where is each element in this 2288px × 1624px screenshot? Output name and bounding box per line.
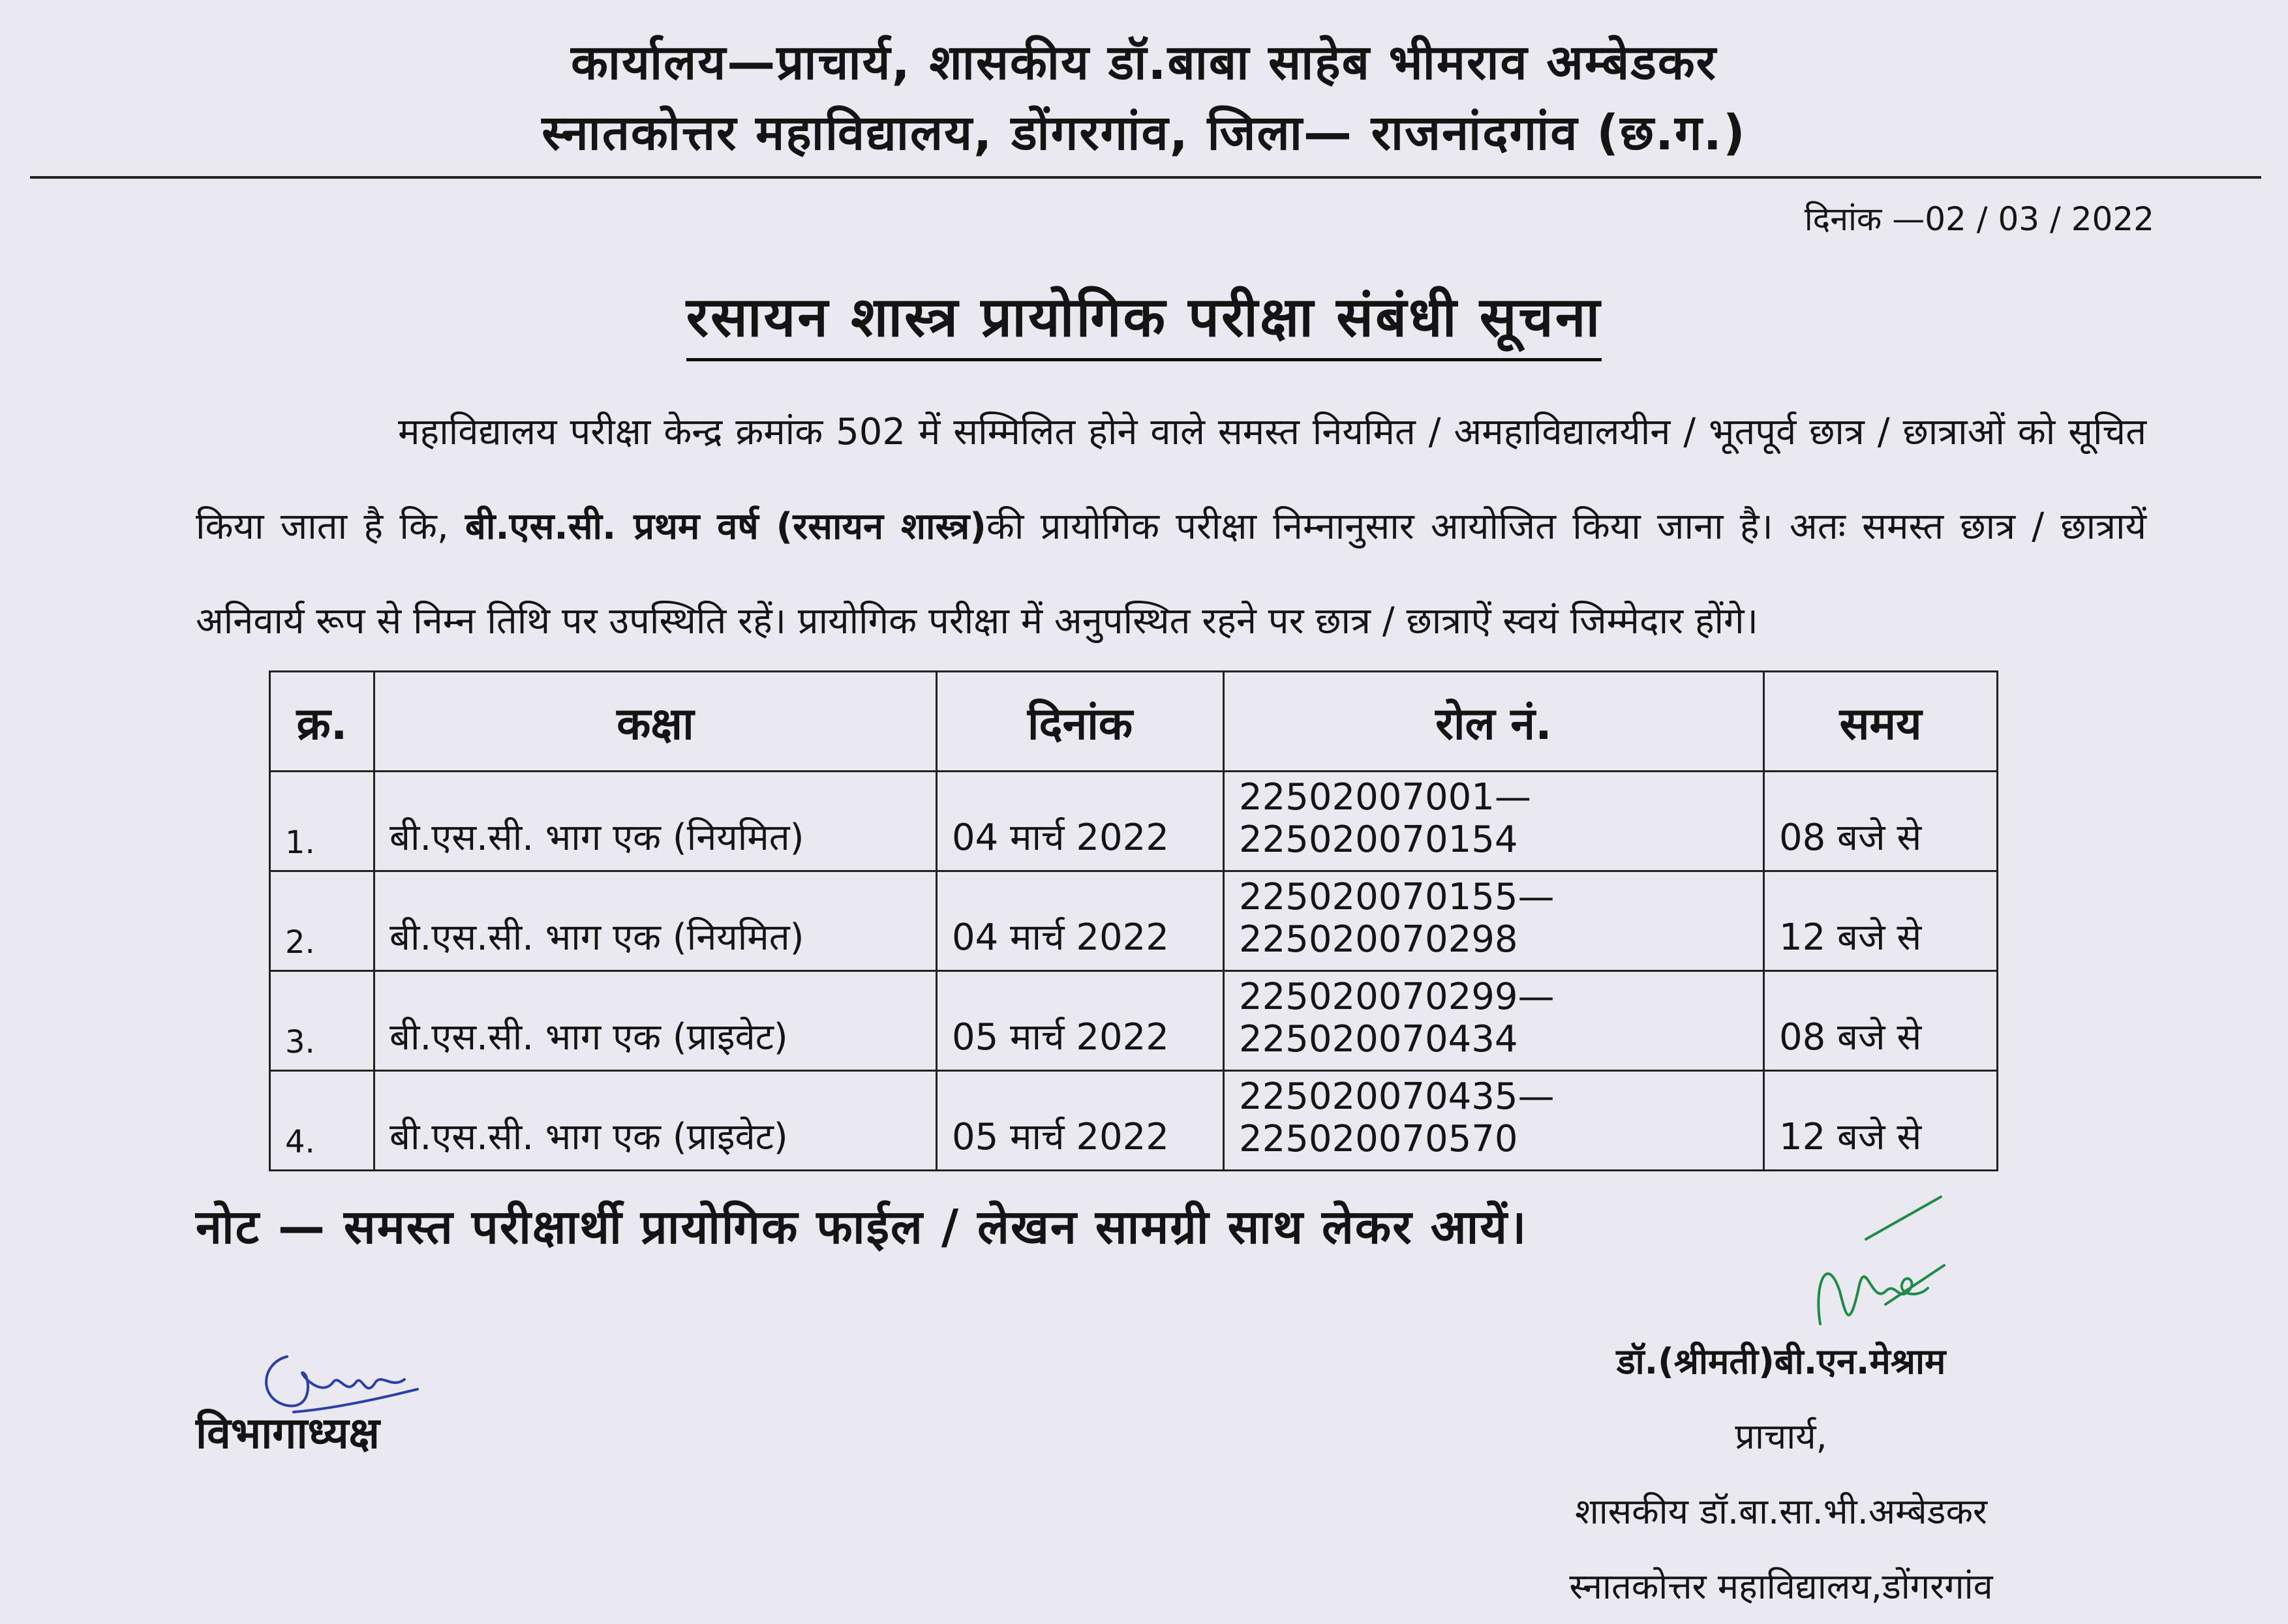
cell-class: बी.एस.सी. भाग एक (प्राइवेट) xyxy=(374,1071,937,1171)
cell-date: 04 मार्च 2022 xyxy=(937,772,1224,871)
cell-time: 12 बजे से xyxy=(1764,1071,1998,1171)
note-text: नोट — समस्त परीक्षार्थी प्रायोगिक फाईल / लेखन सामग्री साथ लेकर आयें। xyxy=(196,1199,1528,1254)
signatory-institution-line1: शासकीय डॉ.बा.सा.भी.अम्बेडकर xyxy=(1574,1491,1988,1532)
notice-title-text: रसायन शास्त्र प्रायोगिक परीक्षा संबंधी सूचना xyxy=(686,285,1602,361)
notice-date: दिनांक —02 / 03 / 2022 xyxy=(1804,200,2154,238)
cell-roll-no: 225020070435—225020070570 xyxy=(1224,1071,1764,1171)
cell-class: बी.एस.सी. भाग एक (नियमित) xyxy=(374,871,937,971)
table-row xyxy=(270,1071,1998,1171)
cell-serial: 4. xyxy=(270,1071,374,1171)
cell-roll-no: 22502007001—225020070154 xyxy=(1224,772,1764,871)
table-header-row xyxy=(270,672,1998,772)
cell-date: 04 मार्च 2022 xyxy=(937,871,1224,971)
cell-class: बी.एस.सी. भाग एक (प्राइवेट) xyxy=(374,971,937,1071)
exam-schedule-table xyxy=(269,670,1998,1171)
cell-date: 05 मार्च 2022 xyxy=(937,971,1224,1071)
cell-time: 08 बजे से xyxy=(1764,971,1998,1071)
header-time: समय xyxy=(1764,672,1998,772)
table-row xyxy=(270,871,1998,971)
cell-date: 05 मार्च 2022 xyxy=(937,1071,1224,1171)
header-roll-no: रोल नं. xyxy=(1224,672,1764,772)
cell-serial: 2. xyxy=(270,871,374,971)
header-class: कक्षा xyxy=(374,672,937,772)
body-text-part1: महाविद्यालय परीक्षा केन्द्र क्रमांक 502 में सम्मिलित होने वाले समस्त नियमित / अमहाविद्यालयीन / भूतपूर्व छात्र / छात्राओं को सूचित किया जाता है कि, xyxy=(196,411,2146,548)
notice-body xyxy=(196,385,2146,669)
department-head-label: विभागाध्यक्ष xyxy=(196,1408,380,1458)
header-date: दिनांक xyxy=(937,672,1224,772)
cell-roll-no: 225020070155—225020070298 xyxy=(1224,871,1764,971)
signatory-name: डॉ.(श्रीमती)बी.एन.मेश्राम xyxy=(1616,1341,1946,1382)
body-text-bold: बी.एस.सी. प्रथम वर्ष (रसायन शास्त्र) xyxy=(465,505,986,548)
cell-time: 08 बजे से xyxy=(1764,772,1998,871)
table-row xyxy=(270,971,1998,1071)
notice-title xyxy=(0,277,2288,352)
cell-serial: 1. xyxy=(270,772,374,871)
office-header-line2: स्नातकोत्तर महाविद्यालय, डोंगरगांव, जिला— राजनांदगांव (छ.ग.) xyxy=(541,105,1747,161)
table-row xyxy=(270,772,1998,871)
signatory-designation: प्राचार्य, xyxy=(1735,1416,1827,1457)
cell-class: बी.एस.सी. भाग एक (नियमित) xyxy=(374,772,937,871)
body-text-part2: की प्रायोगिक परीक्षा निम्नानुसार आयोजित किया जाना है। अतः समस्त छात्र / छात्रायें अनिवार्य रूप से निम्न तिथि पर उपस्थिति रहें। प्रायोगिक परीक्षा में अनुपस्थित रहने पर छात्र / छात्राऐं स्वयं जिम्मेदार होंगे। xyxy=(196,505,2146,642)
signatory-block xyxy=(1455,1324,2107,1624)
signatory-institution-line2: स्नातकोत्तर महाविद्यालय,डोंगरगांव xyxy=(1569,1566,1993,1607)
header-divider xyxy=(30,176,2261,179)
office-header-line1: कार्यालय—प्राचार्य, शासकीय डॉ.बाबा साहेब भीमराव अम्बेडकर xyxy=(571,35,1717,91)
cell-time: 12 बजे से xyxy=(1764,871,1998,971)
cell-serial: 3. xyxy=(270,971,374,1071)
cell-roll-no: 225020070299—225020070434 xyxy=(1224,971,1764,1071)
header-serial: क्र. xyxy=(270,672,374,772)
